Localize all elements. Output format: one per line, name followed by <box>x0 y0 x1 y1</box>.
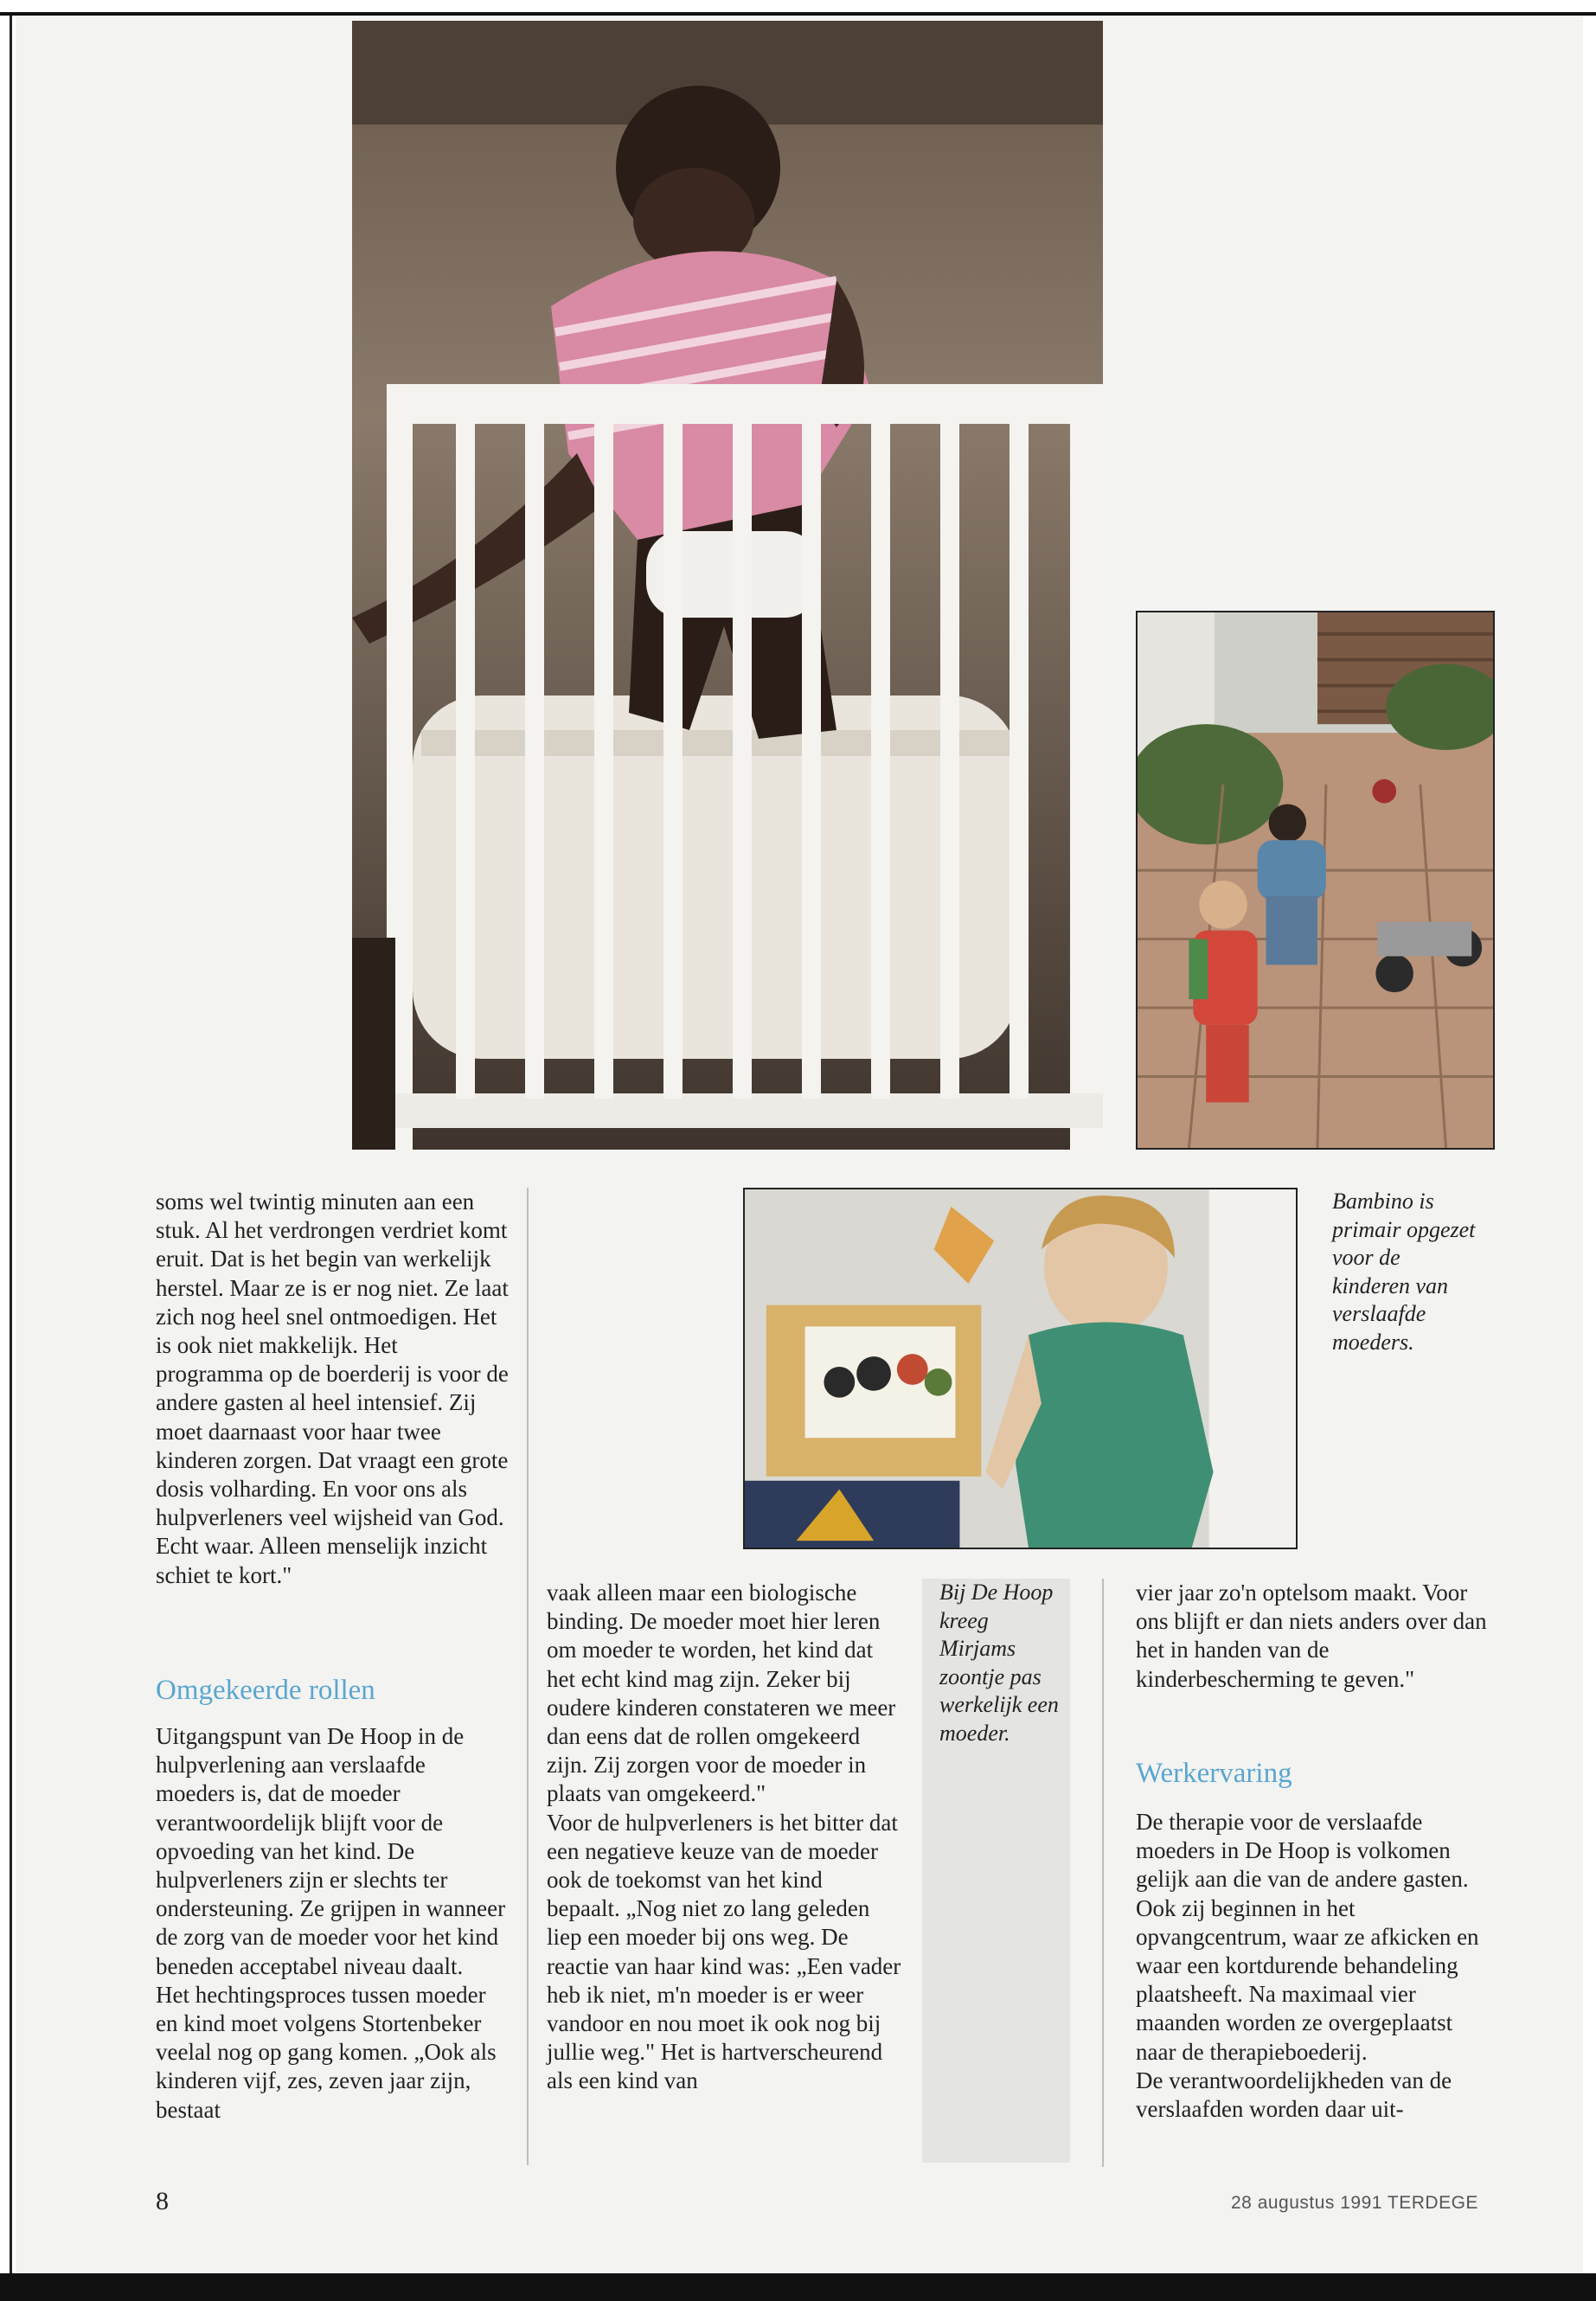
paragraph: vier jaar zo'n optelsom maakt. Voor ons blijft er dan niets anders over dan het in handen van de kinderbescherming te geven." <box>1136 1580 1487 1692</box>
column-1-bottom <box>156 1722 510 2125</box>
paragraph: De verantwoordelijkheden van de verslaafden worden daar uit- <box>1136 2067 1452 2123</box>
column-rule-1 <box>527 1188 529 2165</box>
paragraph: Voor de hulpverleners is het bitter dat een negatieve keuze van de moeder ook de toekomst van het kind bepaalt. „Nog niet zo lang geleden liep een moeder bij ons weg. De reactie van haar kind was: „Een vader heb ik niet, m'n moeder is er weer vandoor en nou moet ik ook nog bij jullie weg." Het is hartverscheurend als een kind van <box>547 1809 901 2094</box>
paragraph: De therapie voor de verslaafde moeders in De Hoop is volkomen gelijk aan die van de andere gasten. Ook zij beginnen in het opvangcentrum, waar ze afkicken en waar een kortdurende behandeling plaatsheeft. Na maximaal vier maanden worden ze overgeplaatst naar de therapieboederij. <box>1136 1809 1479 2065</box>
paragraph: Het hechtingsproces tussen moeder en kind moet volgens Stortenbeker veelal nog op gang komen. „Ook als kinderen vijf, zes, zeven jaar zijn, bestaat <box>156 1981 497 2123</box>
photo-crib-child <box>352 21 1103 1150</box>
column-1-top <box>156 1188 510 1590</box>
column-3-top <box>1136 1579 1495 1694</box>
column-rule-2 <box>1102 1579 1104 2167</box>
caption-bambino: Bambino is primair opgezet voor de kinderen van verslaafde moeders. <box>1332 1189 1476 1355</box>
page-number: 8 <box>156 2187 169 2215</box>
scan-edge-bottom <box>0 2273 1596 2301</box>
scan-edge-left <box>0 0 12 2301</box>
scan-edge-top <box>0 0 1596 16</box>
heading-omgekeerde-rollen: Omgekeerde rollen <box>156 1675 375 1706</box>
paragraph: Uitgangspunt van De Hoop in de hulpverlening aan verslaafde moeders is, dat de moeder verantwoordelijk blijft voor de opvoeding van het kind. De hulpverleners zijn er slechts ter ondersteuning. Ze grijpen in wanneer de zorg van de moeder voor het kind beneden acceptabel niveau daalt. <box>156 1723 506 1979</box>
column-2 <box>547 1579 901 2096</box>
heading-werkervaring: Werkervaring <box>1136 1758 1292 1789</box>
photo-boy-drawing <box>743 1188 1298 1549</box>
paragraph: soms wel twintig minuten aan een stuk. Al het verdrongen verdriet komt eruit. Dat is het begin van werkelijk herstel. Maar ze is er nog niet. Ze laat zich nog heel snel ontmoedigen. Het is ook niet makkelijk. Het programma op de boerderij is voor de andere gasten al heel intensief. Zij moet daarnaast voor haar twee kinderen zorgen. Dat vraagt een grote dosis volharding. En voor ons als hulpverleners veel wijsheid van God. Echt waar. Alleen menselijk inzicht schiet te kort." <box>156 1189 509 1588</box>
photo-patio-children <box>1136 611 1495 1150</box>
caption-mirjam: Bij De Hoop kreeg Mirjams zoontje pas werkelijk een moeder. <box>939 1580 1059 1746</box>
issue-line: 28 augustus 1991 TERDEGE <box>1231 2193 1478 2213</box>
paragraph: vaak alleen maar een biologische binding. De moeder moet hier leren om moeder te worden, het kind dat het echt kind mag zijn. Zeker bij oudere kinderen constateren we meer dan eens dat de rollen omgekeerd zijn. Zij zorgen voor de moeder in plaats van omgekeerd." <box>547 1580 896 1807</box>
column-3-bottom <box>1136 1808 1495 2124</box>
